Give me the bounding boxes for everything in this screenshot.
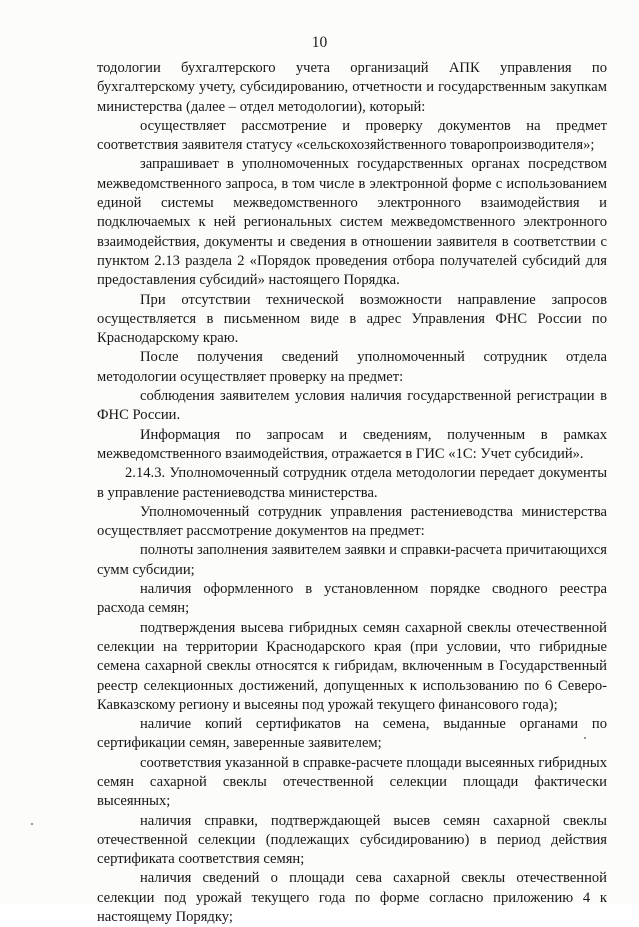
list-item-seed-registry: наличия оформленного в установленном порядке сводного реестра расхода семян;: [97, 581, 607, 617]
paragraph-continuation: тодологии бухгалтерского учета организаций АПК управления по бухгалтерскому учету, субсидированию, отчетности и государственным закупкам министерства (далее – отдел методологии), который:: [97, 60, 607, 115]
paragraph-registration-condition: соблюдения заявителем условия наличия государственной регистрации в ФНС России.: [97, 388, 607, 424]
page-number: 10: [311, 34, 328, 51]
list-item-completeness: полноты заполнения заявителем заявки и справки-расчета причитающихся сумм субсидии;: [97, 542, 607, 578]
paragraph-gis-record: Информация по запросам и сведениям, полученным в рамках межведомственного взаимодействия, отражается в ГИС «1С: Учет субсидий».: [97, 426, 607, 462]
scan-speck: [31, 823, 33, 825]
paragraph-after-receipt: После получения сведений уполномоченный сотрудник отдела методологии осуществляет проверку на предмет:: [97, 349, 607, 385]
paragraph-written-request: При отсутствии технической возможности направление запросов осуществляется в письменном виде в адрес Управления ФНС России по Краснодарскому краю.: [97, 291, 607, 347]
list-item-sowing-area-info: наличия сведений о площади сева сахарной свеклы отечественной селекции под урожай текущего года по форме согласно приложению 4 к настоящему Порядку;: [97, 870, 607, 926]
scan-speck: [584, 737, 586, 739]
list-item-sowing-confirmation: подтверждения высева гибридных семян сахарной свеклы отечественной селекции на территории Краснодарского края (при условии, что гибридные семена сахарной свеклы относятся к гибридам, включенным в Государственный реестр селекционных достижений, допущенных к использованию по 6 Северо-Кавказскому региону и высеяны под урожай текущего финансового года);: [97, 619, 607, 713]
paragraph-interagency-request: запрашивает в уполномоченных государственных органах посредством межведомственного запроса, в том числе в электронной форме с использованием единой системы межведомственного электронного взаимодействия и подключаемых к ней региональных систем межведомственного электронного взаимодействия, документы и сведения в отношении заявителя в соответствии с пунктом 2.13 раздела 2 «Порядок проведения отбора получателей субсидий для предоставления субсидий» настоящего Порядка.: [97, 156, 607, 289]
document-body: [97, 59, 607, 927]
list-item-area-match: соответствия указанной в справке-расчете площади высеянных гибридных семян сахарной свеклы отечественной селекции площади фактически высеянных;: [97, 754, 607, 810]
paragraph-status-check: осуществляет рассмотрение и проверку документов на предмет соответствия заявителя статусу «сельскохозяйственного товаропроизводителя»;: [97, 117, 607, 154]
paragraph-crop-review: Уполномоченный сотрудник управления растениеводства министерства осуществляет рассмотрение документов на предмет:: [97, 503, 607, 540]
list-item-certificates: наличие копий сертификатов на семена, выданные органами по сертификации семян, заверенные заявителем;: [97, 716, 607, 752]
subsection-2-14-3: 2.14.3. Уполномоченный сотрудник отдела методологии передает документы в управление растениеводства министерства.: [97, 465, 607, 501]
list-item-sowing-certificate: наличия справки, подтверждающей высев семян сахарной свеклы отечественной селекции (подлежащих субсидированию) в период действия сертификата соответствия семян;: [97, 812, 607, 868]
